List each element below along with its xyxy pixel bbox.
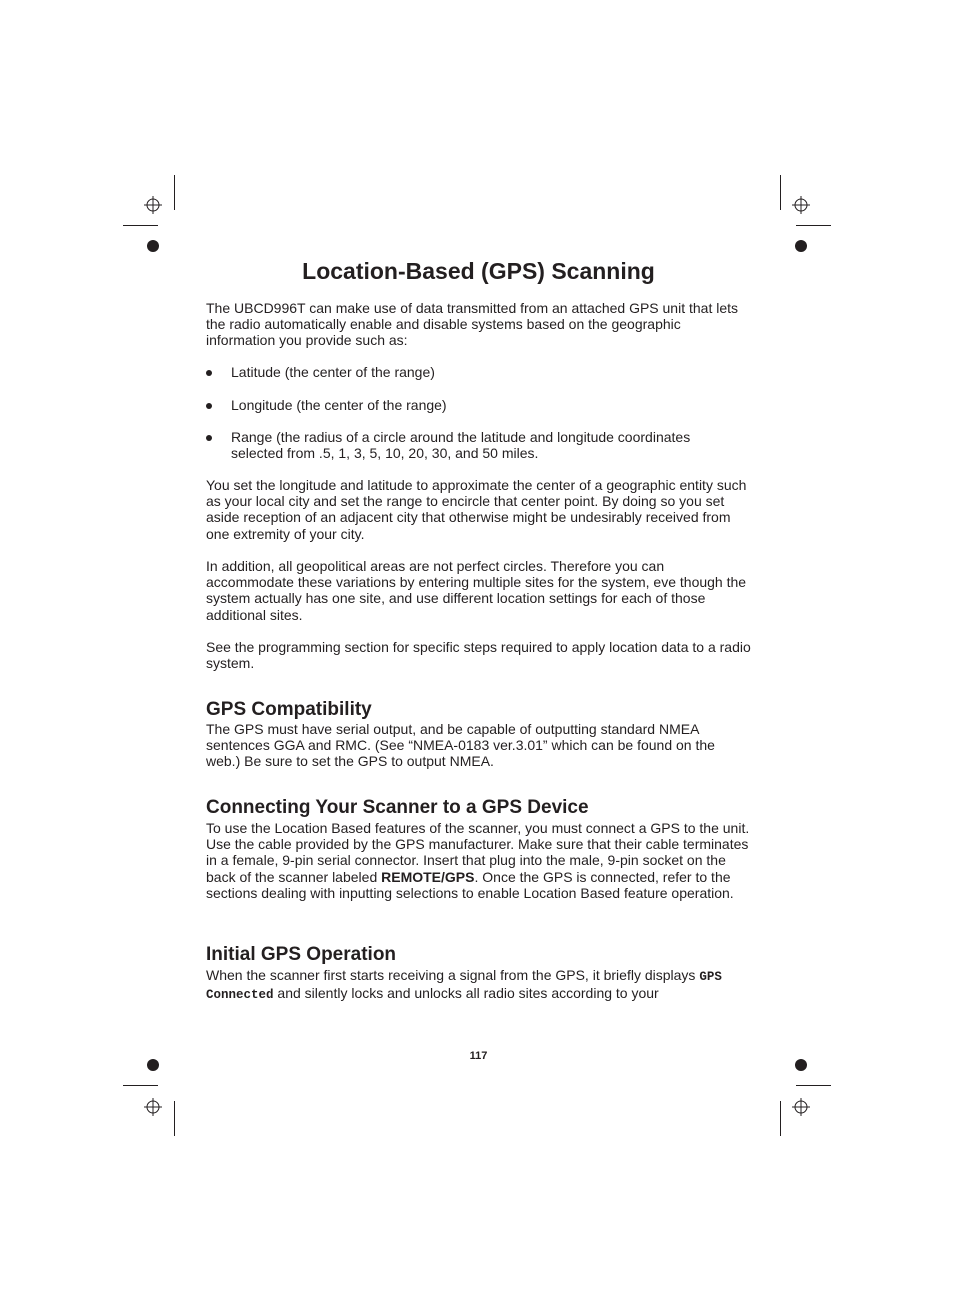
- crop-mark-bottom-right-vertical: [780, 1101, 781, 1136]
- initial-operation-text: When the scanner first starts receiving a signal from the GPS, it briefly displays: [206, 967, 700, 983]
- geopolitical-paragraph: In addition, all geopolitical areas are not perfect circles. Therefore you can accommodate these variations by entering multiple sites for the system, eve though the system actually has one site, and use different location settings for each of those additional sites.: [206, 558, 747, 623]
- registration-target-icon: [792, 196, 810, 214]
- initial-operation-text-continued: and silently locks and unlocks all radio sites according to your: [273, 985, 659, 1002]
- section-heading-initial-gps-operation: Initial GPS Operation: [206, 944, 397, 965]
- bullet-icon: [206, 370, 212, 376]
- crop-mark-top-left-horizontal: [123, 225, 158, 226]
- registration-dot: [147, 240, 159, 252]
- initial-operation-paragraph: [206, 967, 751, 1003]
- section-heading-gps-compatibility: GPS Compatibility: [206, 699, 372, 720]
- crop-mark-top-right-vertical: [780, 175, 781, 210]
- programming-note-paragraph: See the programming section for specific steps required to apply location data to a radio system.: [206, 639, 751, 672]
- crop-mark-bottom-left-vertical: [174, 1101, 175, 1136]
- display-message-gps-connected: GPS Connected: [206, 970, 722, 1003]
- registration-target-icon: [144, 1098, 162, 1116]
- crop-mark-bottom-left-horizontal: [123, 1085, 158, 1086]
- range-paragraph: You set the longitude and latitude to approximate the center of a geographic entity such as your local city and set the range to encircle that center point. By doing so you set aside reception of an adjacent city that otherwise might be undesirably received from one extremity of your city.: [206, 477, 747, 542]
- bullet-icon: [206, 403, 212, 409]
- registration-dot: [795, 1059, 807, 1071]
- connecting-text-continued: . Once the GPS is connected, refer to the sections dealing with inputting selections to enable Location Based feature operation.: [206, 868, 734, 901]
- registration-target-icon: [792, 1098, 810, 1116]
- bullet-icon: [206, 435, 212, 441]
- crop-mark-top-left-vertical: [174, 175, 175, 210]
- gps-compatibility-paragraph: The GPS must have serial output, and be capable of outputting standard NMEA sentences GGA and RMC. (See “NMEA-0183 ver.3.01” which can be found on the web.) Be sure to set the GPS to output NMEA.: [206, 721, 715, 770]
- registration-dot: [147, 1059, 159, 1071]
- crop-mark-bottom-right-horizontal: [796, 1085, 831, 1086]
- intro-paragraph: The UBCD996T can make use of data transmitted from an attached GPS unit that lets the radio automatically enable and disable systems based on the geographic information you provide such as:: [206, 300, 739, 349]
- registration-target-icon: [144, 196, 162, 214]
- registration-dot: [795, 240, 807, 252]
- list-item-text: Range (the radius of a circle around the latitude and longitude coordinates selected from .5, 1, 3, 5, 10, 20, 30, and 50 miles.: [231, 429, 691, 462]
- page-number: 117: [469, 1050, 488, 1062]
- section-heading-connecting: Connecting Your Scanner to a GPS Device: [206, 797, 589, 818]
- crop-mark-top-right-horizontal: [796, 225, 831, 226]
- connecting-paragraph: [206, 820, 751, 901]
- connecting-text: To use the Location Based features of the scanner, you must connect a GPS to the unit. Use the cable provided by the GPS manufacturer. Make sure that their cable terminates in a female, 9-pin serial connector. Insert that plug into the male, 9-pin socket on the back of the scanner labeled: [206, 820, 750, 885]
- page-title: Location-Based (GPS) Scanning: [302, 258, 655, 284]
- list-item-text: Longitude (the center of the range): [231, 397, 447, 413]
- remote-gps-label: REMOTE/GPS: [381, 868, 475, 885]
- list-item-text: Latitude (the center of the range): [231, 364, 435, 380]
